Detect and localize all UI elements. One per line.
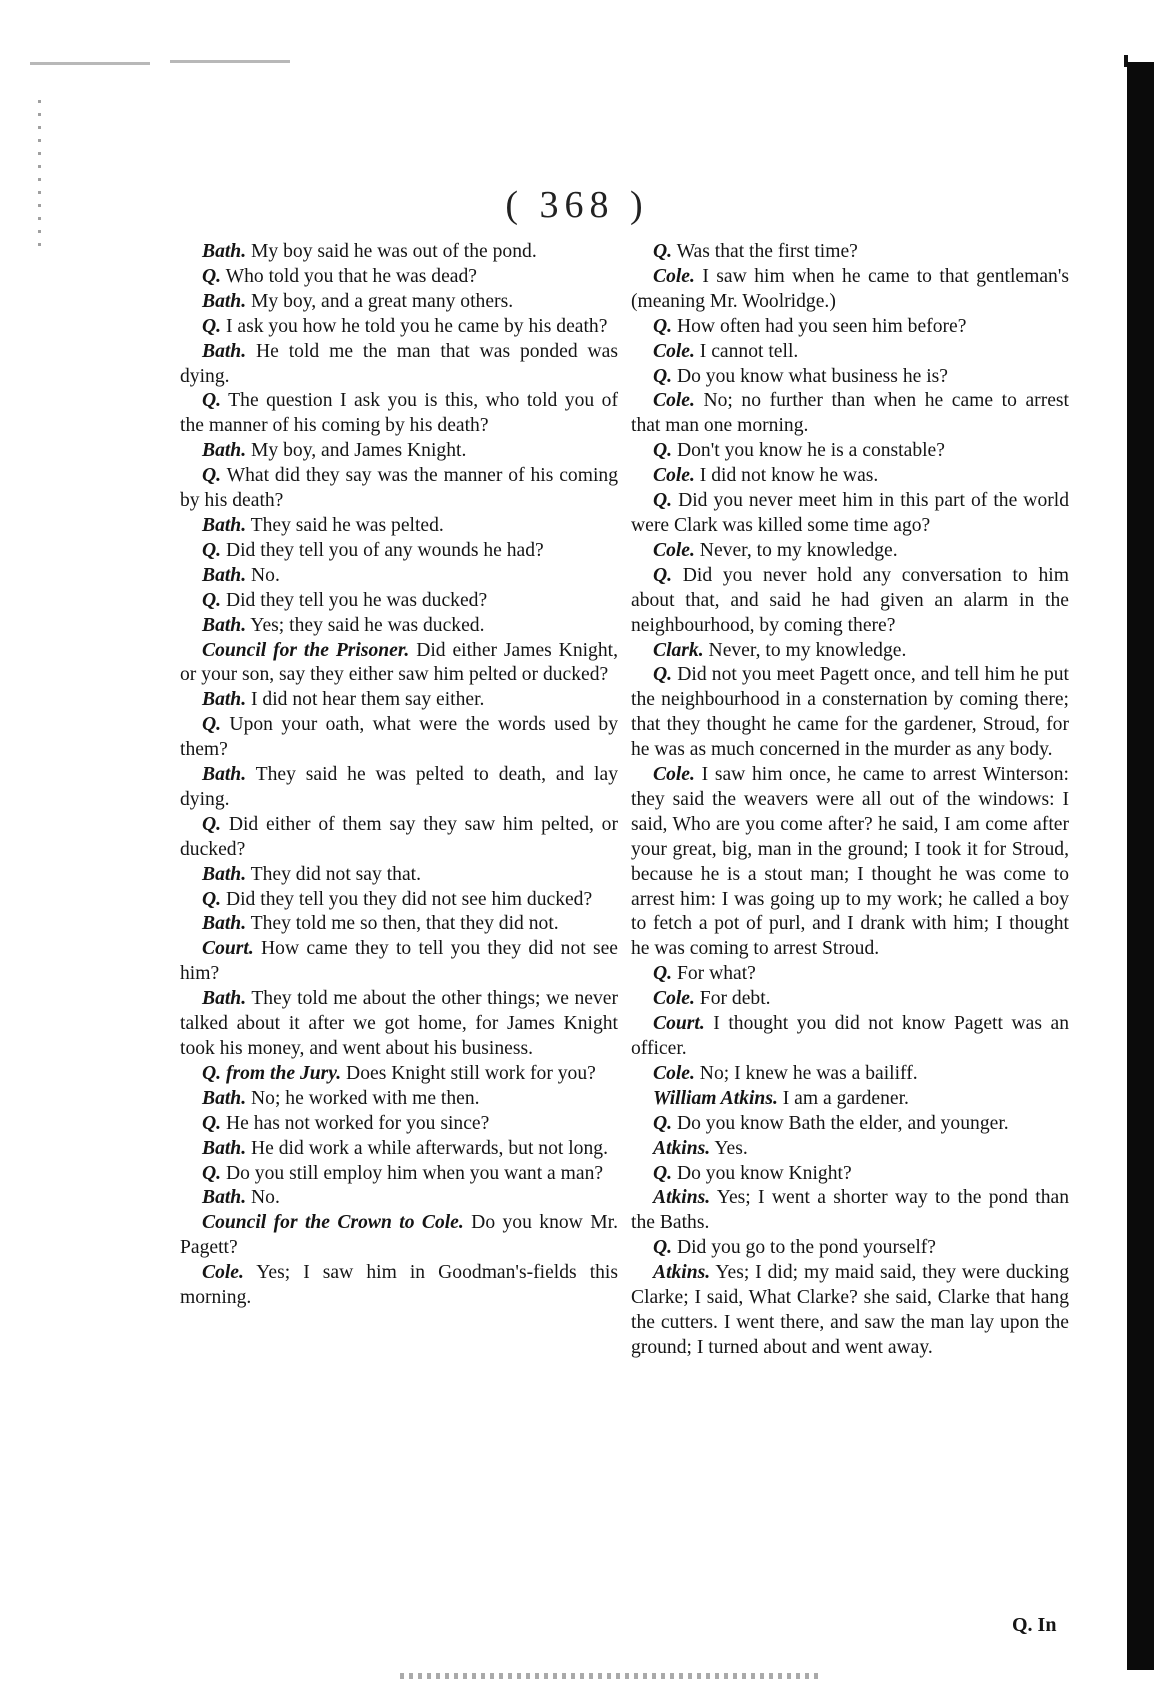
- speaker-label: Bath.: [202, 564, 247, 586]
- testimony-text: I did not hear them say either.: [246, 689, 485, 711]
- testimony-line: [631, 489, 1069, 539]
- testimony-line: [180, 912, 618, 937]
- testimony-line: [180, 863, 618, 888]
- testimony-text: Did you never hold any conversation to him about that, and said he had given an alarm in the neighbourhood, by coming there?: [631, 564, 1069, 636]
- speaker-label: Cole.: [653, 764, 695, 786]
- testimony-line: [180, 539, 618, 564]
- speaker-label: Q.: [653, 1162, 673, 1184]
- catchword: Q. In: [1012, 1614, 1057, 1636]
- testimony-text: No; he worked with me then.: [246, 1087, 480, 1109]
- testimony-text: For what?: [672, 963, 756, 985]
- speaker-label: Bath.: [202, 913, 247, 935]
- testimony-text: Do you know Mr. Pagett?: [180, 1212, 618, 1259]
- testimony-text: I am a gardener.: [777, 1087, 909, 1109]
- speaker-label: Cole.: [653, 390, 695, 412]
- speaker-label: Q.: [202, 714, 222, 736]
- speaker-label: Q.: [653, 440, 673, 462]
- testimony-line: [631, 1236, 1069, 1261]
- testimony-text: Did you never meet him in this part of the world were Clark was killed some time ago?: [631, 490, 1069, 536]
- speaker-label: Q.: [202, 390, 222, 412]
- testimony-line: [631, 1012, 1069, 1062]
- testimony-line: [631, 389, 1069, 439]
- testimony-text: My boy, and James Knight.: [246, 440, 467, 462]
- page-number: ( 368 ): [505, 184, 649, 226]
- speaker-label: Q.: [202, 465, 222, 487]
- testimony-line: [631, 315, 1069, 340]
- testimony-text: They said he was pelted.: [246, 514, 444, 536]
- speaker-label: Atkins.: [653, 1262, 711, 1284]
- testimony-line: [180, 987, 618, 1062]
- testimony-text: Upon your oath, what were the words used by them?: [180, 714, 618, 761]
- testimony-text: They did not say that.: [246, 863, 421, 885]
- testimony-line: [631, 1261, 1069, 1361]
- testimony-line: [631, 763, 1069, 962]
- speaker-label: Bath.: [202, 514, 247, 536]
- testimony-text: Do you know Bath the elder, and younger.: [672, 1112, 1009, 1134]
- testimony-text: I cannot tell.: [694, 340, 799, 362]
- speaker-label: Court.: [202, 938, 254, 960]
- speaker-label: Council for the Crown to Cole.: [202, 1212, 464, 1234]
- testimony-text: He has not worked for you since?: [221, 1112, 490, 1134]
- testimony-text: Did either James Knight, or your son, say they either saw him pelted or ducked?: [180, 639, 618, 686]
- speaker-label: Q.: [202, 539, 222, 561]
- speaker-label: Bath.: [202, 1187, 247, 1209]
- speaker-label: Q.: [202, 589, 222, 611]
- testimony-text: For debt.: [694, 988, 771, 1010]
- testimony-line: [180, 464, 618, 514]
- top-smudge: [170, 60, 290, 63]
- speaker-label: Q.: [653, 664, 673, 686]
- testimony-text: I ask you how he told you he came by his death?: [221, 315, 608, 337]
- speaker-label: Q.: [653, 963, 673, 985]
- testimony-line: [180, 1162, 618, 1187]
- testimony-text: No.: [246, 1187, 280, 1209]
- speaker-label: Council for the Prisoner.: [202, 639, 410, 661]
- right-column: [631, 240, 1069, 1361]
- speaker-label: Cole.: [653, 539, 695, 561]
- testimony-line: [180, 1261, 618, 1311]
- speaker-label: Cole.: [653, 988, 695, 1010]
- speaker-label: William Atkins.: [653, 1087, 778, 1109]
- testimony-line: [631, 464, 1069, 489]
- testimony-line: [180, 1137, 618, 1162]
- margin-specks: [38, 100, 41, 250]
- speaker-label: Atkins.: [653, 1137, 711, 1159]
- testimony-text: He told me the man that was ponded was dying.: [180, 340, 618, 387]
- testimony-line: [180, 1186, 618, 1211]
- testimony-line: [180, 813, 618, 863]
- testimony-line: [180, 688, 618, 713]
- speaker-label: Q.: [202, 1162, 222, 1184]
- testimony-line: [631, 564, 1069, 639]
- speaker-label: Q.: [653, 1237, 673, 1259]
- speaker-label: Q.: [202, 315, 222, 337]
- testimony-line: [180, 290, 618, 315]
- testimony-line: [631, 1186, 1069, 1236]
- testimony-line: [180, 888, 618, 913]
- speaker-label: Bath.: [202, 764, 247, 786]
- left-column: [180, 240, 618, 1311]
- testimony-text: I saw him when he came to that gentleman's (meaning Mr. Woolridge.): [631, 265, 1069, 312]
- testimony-line: [631, 639, 1069, 664]
- speaker-label: Q.: [653, 490, 673, 512]
- speaker-label: Bath.: [202, 614, 247, 636]
- speaker-label: Q.: [202, 265, 222, 287]
- speaker-label: Q.: [653, 315, 673, 337]
- testimony-text: Did they tell you he was ducked?: [221, 589, 488, 611]
- testimony-line: [180, 589, 618, 614]
- testimony-line: [180, 1211, 618, 1261]
- speaker-label: Cole.: [202, 1262, 244, 1284]
- testimony-text: They told me so then, that they did not.: [246, 913, 559, 935]
- testimony-text: I did not know he was.: [694, 465, 879, 487]
- speaker-label: Bath.: [202, 340, 247, 362]
- testimony-text: Does Knight still work for you?: [341, 1062, 596, 1084]
- testimony-text: Do you know what business he is?: [672, 365, 948, 387]
- testimony-line: [631, 962, 1069, 987]
- testimony-text: Who told you that he was dead?: [221, 265, 477, 287]
- testimony-line: [180, 1062, 618, 1087]
- testimony-line: [180, 639, 618, 689]
- testimony-text: How often had you seen him before?: [672, 315, 967, 337]
- speaker-label: Cole.: [653, 465, 695, 487]
- testimony-text: Do you still employ him when you want a man?: [221, 1162, 604, 1184]
- testimony-text: Yes; they said he was ducked.: [246, 614, 485, 636]
- speaker-label: Bath.: [202, 1087, 247, 1109]
- testimony-line: [631, 340, 1069, 365]
- testimony-line: [180, 240, 618, 265]
- testimony-line: [180, 564, 618, 589]
- speaker-label: Bath.: [202, 689, 247, 711]
- testimony-line: [180, 389, 618, 439]
- testimony-line: [631, 439, 1069, 464]
- testimony-text: Do you know Knight?: [672, 1162, 852, 1184]
- testimony-text: Yes.: [710, 1137, 748, 1159]
- testimony-text: What did they say was the manner of his coming by his death?: [180, 465, 618, 512]
- testimony-line: [180, 937, 618, 987]
- testimony-line: [180, 265, 618, 290]
- speaker-label: Q. from the Jury.: [202, 1062, 342, 1084]
- testimony-line: [180, 439, 618, 464]
- testimony-line: [631, 1062, 1069, 1087]
- speaker-label: Q.: [202, 888, 222, 910]
- testimony-text: Was that the first time?: [672, 241, 858, 262]
- bottom-specks: [400, 1673, 820, 1679]
- testimony-text: Did either of them say they saw him pelted, or ducked?: [180, 813, 618, 860]
- speaker-label: Q.: [202, 1112, 222, 1134]
- testimony-text: I saw him once, he came to arrest Winterson: they said the weavers were all out of the windows: I said, Who are you come after? he said, I am come after your great, big, man in the ground; I took it for Stroud, because he is a stout man; I thought he was come to arrest him: I was going up to my work; he called a boy to fetch a pot of purl, and I drank with him; I thought he was coming to arrest Stroud.: [631, 764, 1069, 960]
- speaker-label: Q.: [653, 365, 673, 387]
- testimony-line: [180, 763, 618, 813]
- testimony-text: Don't you know he is a constable?: [672, 440, 945, 462]
- speaker-label: Atkins.: [653, 1187, 711, 1209]
- speaker-label: Bath.: [202, 241, 247, 262]
- testimony-line: [631, 663, 1069, 763]
- testimony-text: Did not you meet Pagett once, and tell him he put the neighbourhood in a consternation by coming there; that they thought he came for the gardener, Stroud, for he was as much concerned in the murder as any body.: [631, 664, 1069, 761]
- speaker-label: Bath.: [202, 863, 247, 885]
- speaker-label: Q.: [653, 564, 673, 586]
- testimony-line: [180, 315, 618, 340]
- testimony-line: [631, 265, 1069, 315]
- testimony-line: [180, 1112, 618, 1137]
- page-edge-shadow: [1127, 62, 1154, 1670]
- speaker-label: Bath.: [202, 988, 247, 1010]
- testimony-line: [631, 1137, 1069, 1162]
- testimony-line: [180, 614, 618, 639]
- testimony-text: They told me about the other things; we never talked about it after we got home, for James Knight took his money, and went about his business.: [180, 988, 618, 1059]
- testimony-text: Did they tell you of any wounds he had?: [221, 539, 544, 561]
- testimony-text: No.: [246, 564, 280, 586]
- speaker-label: Court.: [653, 1013, 705, 1035]
- testimony-line: [180, 514, 618, 539]
- top-smudge: [30, 62, 150, 65]
- testimony-text: No; I knew he was a bailiff.: [694, 1062, 918, 1084]
- testimony-text: Did you go to the pond yourself?: [672, 1237, 936, 1259]
- testimony-line: [631, 240, 1069, 265]
- testimony-text: Never, to my knowledge.: [703, 639, 907, 661]
- testimony-text: I thought you did not know Pagett was an officer.: [631, 1013, 1069, 1059]
- speaker-label: Q.: [653, 1112, 673, 1134]
- testimony-text: No; no further than when he came to arrest that man one morning.: [631, 390, 1069, 437]
- testimony-text: Yes; I did; my maid said, they were ducking Clarke; I said, What Clarke? she said, Clarke that hang the cutters. I went there, and saw the man lay upon the ground; I turned about and went away.: [631, 1262, 1069, 1358]
- speaker-label: Q.: [653, 241, 673, 262]
- speaker-label: Clark.: [653, 639, 704, 661]
- testimony-text: How came they to tell you they did not see him?: [180, 938, 618, 985]
- testimony-line: [180, 340, 618, 390]
- testimony-line: [631, 987, 1069, 1012]
- testimony-text: The question I ask you is this, who told you of the manner of his coming by his death?: [180, 390, 618, 437]
- testimony-text: He did work a while afterwards, but not long.: [246, 1137, 608, 1159]
- testimony-line: [180, 713, 618, 763]
- testimony-line: [631, 1087, 1069, 1112]
- testimony-text: My boy said he was out of the pond.: [246, 241, 537, 262]
- testimony-line: [631, 539, 1069, 564]
- testimony-text: Yes; I saw him in Goodman's-fields this morning.: [180, 1262, 618, 1309]
- testimony-text: They said he was pelted to death, and lay dying.: [180, 764, 618, 810]
- testimony-line: [631, 365, 1069, 390]
- speaker-label: Bath.: [202, 290, 247, 312]
- testimony-text: Yes; I went a shorter way to the pond than the Baths.: [631, 1187, 1069, 1234]
- testimony-line: [180, 1087, 618, 1112]
- speaker-label: Bath.: [202, 440, 247, 462]
- speaker-label: Cole.: [653, 340, 695, 362]
- testimony-text: Never, to my knowledge.: [694, 539, 898, 561]
- testimony-line: [631, 1162, 1069, 1187]
- speaker-label: Bath.: [202, 1137, 247, 1159]
- speaker-label: Cole.: [653, 265, 695, 287]
- testimony-text: Did they tell you they did not see him ducked?: [221, 888, 593, 910]
- testimony-text: My boy, and a great many others.: [246, 290, 514, 312]
- speaker-label: Cole.: [653, 1062, 695, 1084]
- testimony-line: [631, 1112, 1069, 1137]
- speaker-label: Q.: [202, 813, 222, 835]
